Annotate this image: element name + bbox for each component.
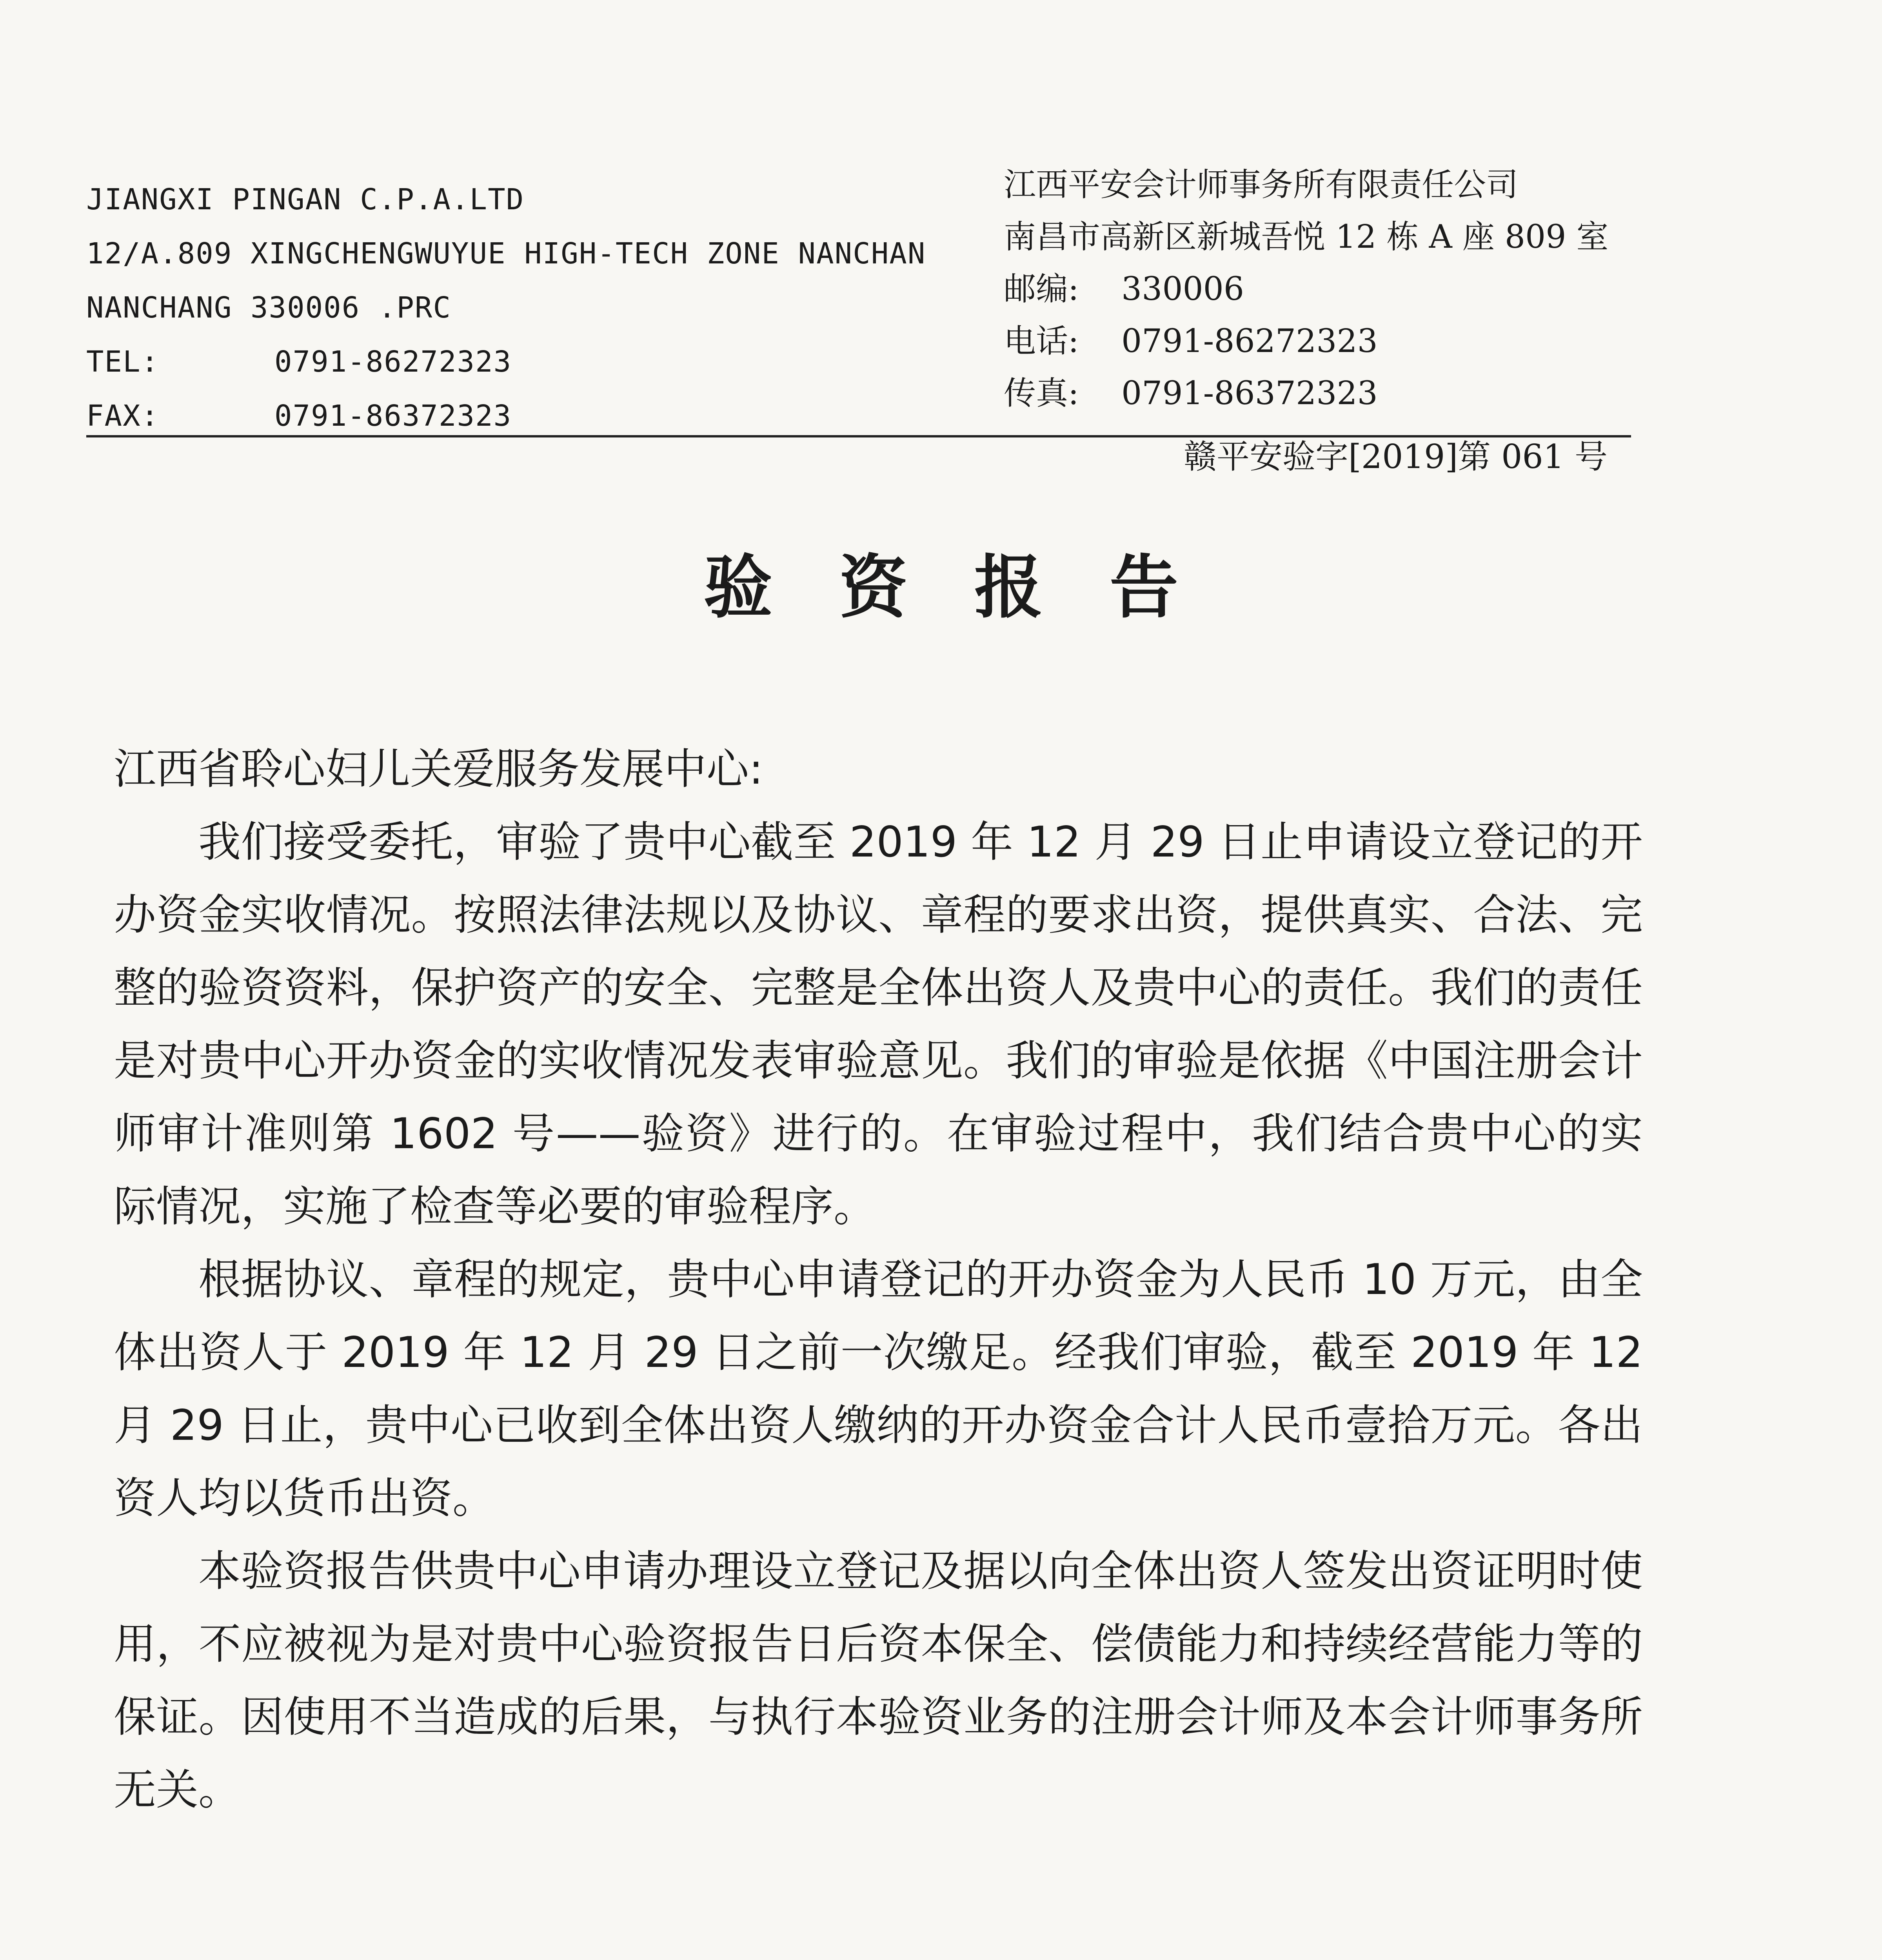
post-value-cn: 330006 <box>1121 270 1244 308</box>
report-body <box>114 733 1643 1827</box>
document-title: 验资报告 <box>704 548 1245 628</box>
letterhead-firm-en: JIANGXI PINGAN C.P.A.LTD <box>86 183 525 216</box>
fax-label-cn: 传真: <box>1004 375 1079 412</box>
fax-value-cn: 0791-86372323 <box>1121 375 1378 412</box>
tel-value-cn: 0791-86272323 <box>1121 323 1378 360</box>
letterhead-firm-cn: 江西平安会计师事务所有限责任公司 <box>1004 166 1519 203</box>
letterhead-address-en-1: 12/A.809 XINGCHENGWUYUE HIGH-TECH ZONE NANCHAN <box>86 237 926 270</box>
letterhead-tel-cn <box>1004 315 1749 367</box>
letterhead-english <box>86 172 988 443</box>
letterhead-fax-cn <box>1004 367 1749 419</box>
letterhead-address-cn: 南昌市高新区新城吾悦 12 栋 A 座 809 室 <box>1004 218 1609 256</box>
letterhead-chinese <box>1004 159 1749 419</box>
letterhead-address-en-2: NANCHANG 330006 .PRC <box>86 291 452 325</box>
paragraph-1: 我们接受委托，审验了贵中心截至 2019 年 12 月 29 日止申请设立登记的开办资金实收情况。按照法律法规以及协议、章程的要求出资，提供真实、合法、完整的验资资料，保护资产的安全、完整是全体出资人及贵中心的责任。我们的责任是对贵中心开办资金的实收情况发表审验意见。我们的审验是依据《中国注册会计师审计准则第 1602 号——验资》进行的。在审验过程中，我们结合贵中心的实际情况，实施了检查等必要的审验程序。 <box>114 818 1643 1231</box>
letterhead-post-cn <box>1004 263 1749 315</box>
tel-label-en: TEL: <box>86 345 160 379</box>
paragraph-3: 本验资报告供贵中心申请办理设立登记及据以向全体出资人签发出资证明时使用，不应被视为是对贵中心验资报告日后资本保全、偿债能力和持续经营能力等的保证。因使用不当造成的后果，与执行本验资业务的注册会计师及本会计师事务所无关。 <box>114 1547 1643 1815</box>
fax-value-en: 0791-86372323 <box>274 399 512 433</box>
paragraph-2: 根据协议、章程的规定，贵中心申请登记的开办资金为人民币 10 万元，由全体出资人于 2019 年 12 月 29 日之前一次缴足。经我们审验，截至 2019 年 12 月 29 日止，贵中心已收到全体出资人缴纳的开办资金合计人民币壹拾万元。各出资人均以货币出资。 <box>114 1255 1643 1523</box>
tel-value-en: 0791-86272323 <box>274 345 512 379</box>
fax-label-en: FAX: <box>86 399 160 433</box>
addressee: 江西省聆心妇儿关爱服务发展中心: <box>114 745 763 794</box>
report-number: 赣平安验字[2019]第 061 号 <box>1183 437 1608 476</box>
letterhead-tel-en <box>86 335 988 389</box>
post-label-cn: 邮编: <box>1004 270 1079 308</box>
tel-label-cn: 电话: <box>1004 323 1079 360</box>
